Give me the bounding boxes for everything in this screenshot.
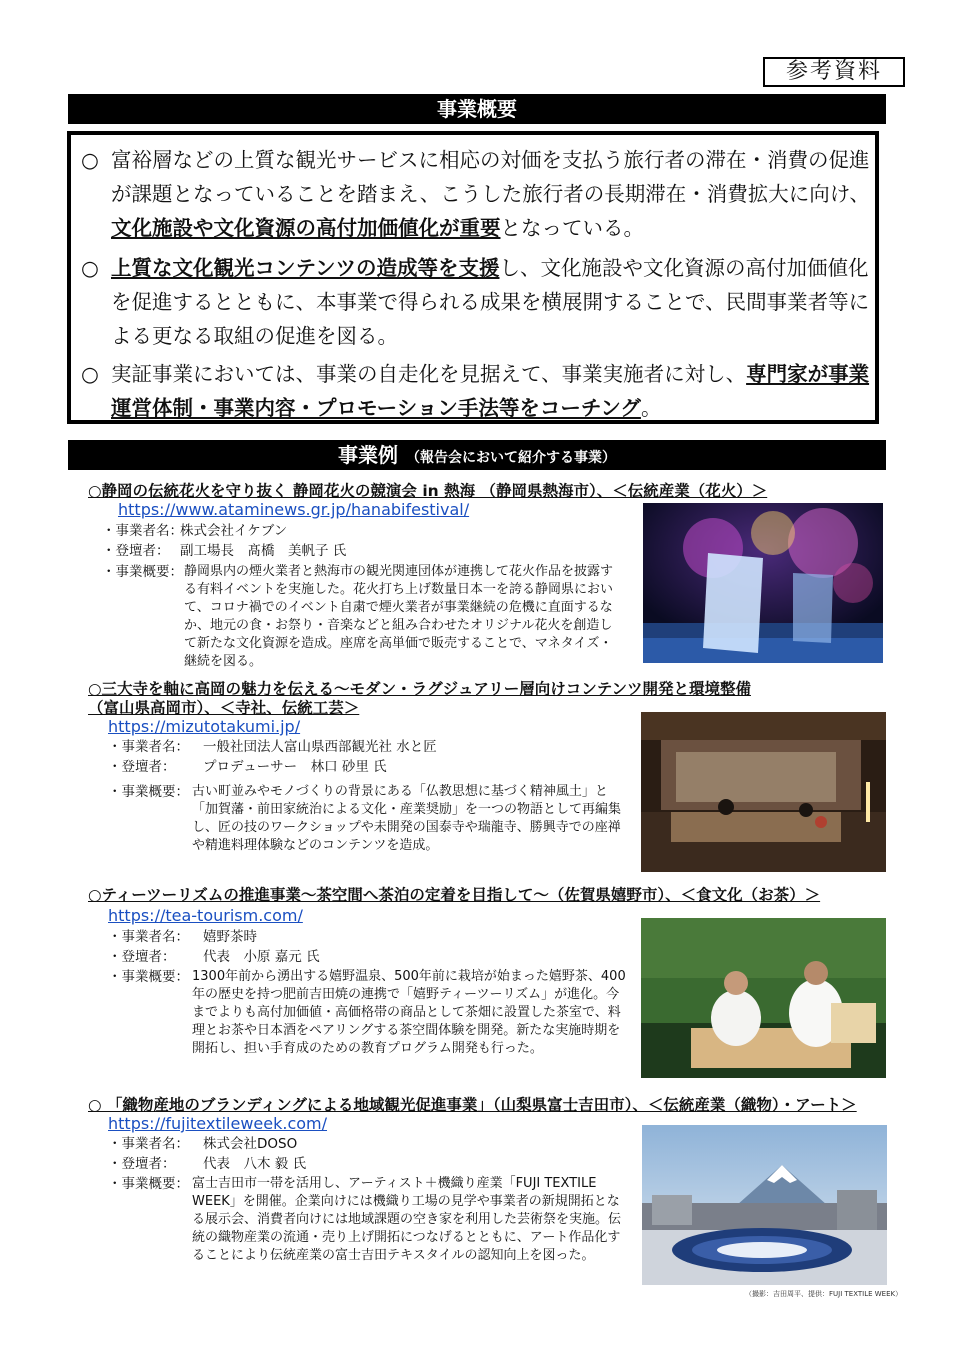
circle-bullet: ○ (81, 148, 99, 172)
circle-bullet: ○ (81, 362, 99, 386)
overview-emphasis: 上質な文化観光コンテンツの造成等を支援 (111, 256, 500, 280)
example-4-operator: ・事業者名： 株式会社DOSO (108, 1136, 298, 1152)
example-4-title: ○ 「織物産地のブランディングによる地域観光促進事業」（山梨県富士吉田市）、＜伝統産業（織物）・アート＞ (88, 1096, 857, 1114)
overview-text: 実証事業においては、事業の自走化を見据えて、事業実施者に対し、 (111, 362, 747, 386)
tea-photo (641, 918, 886, 1078)
fireworks-photo (643, 503, 883, 663)
example-2-summary-label: ・事業概要： (108, 784, 189, 800)
overview-heading: 事業概要 (68, 94, 886, 124)
example-1-title: ○静岡の伝統花火を守り抜く 静岡花火の競演会 in 熱海 （静岡県熱海市）、＜伝統産業（花火）＞ (88, 482, 768, 500)
temple-photo (641, 712, 886, 872)
example-3-summary: 1300年前から湧出する嬉野温泉、500年前に栽培が始まった嬉野茶、400年の歴史を持つ肥前吉田焼の連携で「嬉野ティーツーリズム」が進化。今までよりも高付加価値・高価格帯の商品として茶畑に設置した茶室で、料理とお茶や日本酒をペアリングする茶空間体験を開発。新たな実施時期を開拓し、担い手育成のための教育プログラム開発も行った。 (192, 969, 626, 1056)
example-3-speaker: ・登壇者： 代表 小原 嘉元 氏 (108, 949, 320, 965)
overview-emphasis: 文化施設や文化資源の高付加価値化が重要 (111, 216, 501, 240)
example-3-operator: ・事業者名： 嬉野茶時 (108, 929, 257, 945)
example-4-summary-label: ・事業概要： (108, 1176, 189, 1192)
example-1-summary-label: ・事業概要： (102, 564, 183, 580)
example-4-speaker: ・登壇者： 代表 八木 毅 氏 (108, 1156, 307, 1172)
example-2-summary: 古い町並みやモノづくりの背景にある「仏教思想に基づく精神風土」と「加賀藩・前田家統治による文化・産業奨励」を一つの物語として再編集し、匠の技のワークショップや未開発の国泰寺や瑞龍寺、勝興寺での座禅や精進料理体験などのコンテンツを造成。 (192, 784, 622, 853)
reference-material-label: 参考資料 (763, 57, 905, 87)
example-3-summary-label: ・事業概要： (108, 969, 189, 985)
photo-credit-caption: （撮影：吉田周平、提供：FUJI TEXTILE WEEK） (745, 1290, 903, 1298)
example-2-operator: ・事業者名： 一般社団法人富山県西部観光社 水と匠 (108, 739, 437, 755)
example-2-title-line2: （富山県高岡市）、＜寺社、伝統工芸＞ (88, 699, 360, 717)
overview-text: し、文化施設や文化資源の高付加価値化を促進するとともに、本事業で得られる成果を横展開することで、民間事業者等による更なる取組の促進を図る。 (111, 256, 870, 348)
example-4-url[interactable]: https://fujitextileweek.com/ (108, 1114, 328, 1133)
circle-bullet: ○ (81, 256, 99, 280)
overview-text: となっている。 (500, 216, 644, 240)
example-1-speaker: ・登壇者： 副工場長 髙橋 美帆子 氏 (102, 543, 347, 559)
example-2-speaker: ・登壇者： プロデューサー 林口 砂里 氏 (108, 759, 387, 775)
overview-emphasis: 専門家が事業運営体制・事業内容・プロモーション手法等をコーチング (111, 362, 870, 420)
overview-text: 。 (640, 396, 662, 420)
examples-heading (68, 440, 886, 470)
example-3-url[interactable]: https://tea-tourism.com/ (108, 906, 303, 925)
overview-text: 富裕層などの上質な観光サービスに相応の対価を支払う旅行者の滞在・消費の促進が課題となっていることを踏まえ、こうした旅行者の長期滞在・消費拡大に向け、 (111, 148, 870, 206)
overview-box (67, 131, 879, 424)
example-3-title: ○ティーツーリズムの推進事業～茶空間へ茶泊の定着を目指して～（佐賀県嬉野市）、＜食文化（お茶）＞ (88, 886, 821, 904)
example-1-operator: ・事業者名：株式会社イケブン (102, 523, 288, 539)
examples-subheading: （報告会において紹介する事業） (406, 450, 616, 466)
examples-heading-text: 事業例 (338, 443, 398, 467)
example-1-url[interactable]: https://www.ataminews.gr.jp/hanabifestival/ (118, 500, 470, 519)
example-2-title: ○三大寺を軸に高岡の魅力を伝える～モダン・ラグジュアリー層向けコンテンツ開発と環境整備 (88, 680, 751, 698)
example-1-summary: 静岡県内の煙火業者と熱海市の観光関連団体が連携して花火作品を披露する有料イベントを実施した。花火打ち上げ数量日本一を誇る静岡県において、コロナ禍でのイベント自粛で煙火業者が事業継続の危機に直面するなか、地元の食・お祭り・音楽などと組み合わせたオリジナル花火を創造して新たな文化資源を造成。座席を高単価で販売することで、マネタイズ・継続を図る。 (184, 564, 614, 669)
example-4-summary: 富士吉田市一帯を活用し、アーティスト＋機織り産業「FUJI TEXTILE WEEK」を開催。企業向けには機織り工場の見学や事業者の新規開拓となる展示会、消費者向けには地域課題の空き家を利用した芸術祭を実施。伝統の織物産業の流通・売り上げ開拓につなげるとともに、アート作品化することにより伝統産業の富士吉田テキスタイルの認知向上を図った。 (192, 1176, 622, 1263)
example-2-url[interactable]: https://mizutotakumi.jp/ (108, 717, 301, 736)
fuji-photo (642, 1125, 887, 1285)
